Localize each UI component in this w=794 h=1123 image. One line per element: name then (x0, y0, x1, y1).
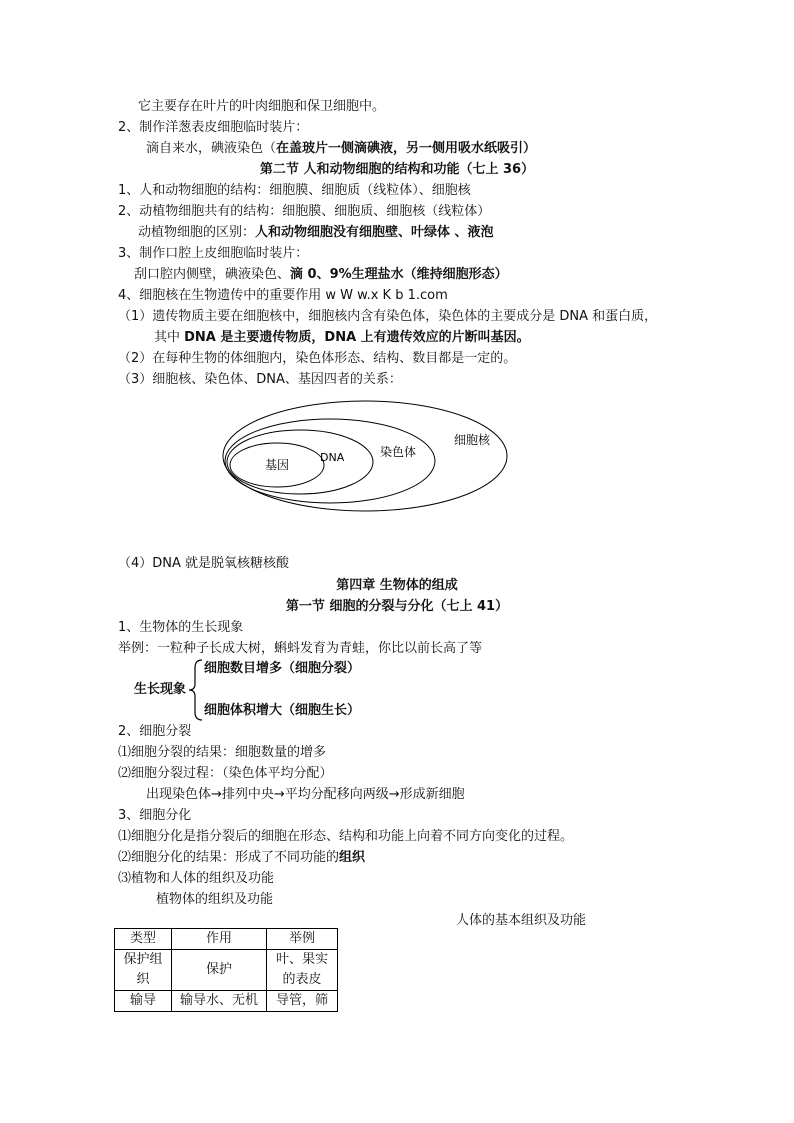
text-line: 2、动植物细胞共有的结构：细胞膜、细胞质、细胞核（线粒体） (118, 204, 491, 219)
text-line: （3）细胞核、染色体、DNA、基因四者的关系： (118, 372, 402, 387)
text-line (118, 849, 365, 867)
text-line: 人体的基本组织及功能 (456, 913, 587, 928)
chapter-heading: 第四章 生物体的组成 (336, 578, 458, 593)
growth-item: 细胞体积增大（细胞生长） (204, 703, 361, 718)
text-line: 出现染色体→排列中央→平均分配移向两级→形成新细胞 (146, 787, 465, 802)
text-fragment: 滴自来水，碘液染色（ (146, 141, 277, 156)
text-fragment: 刮口腔内侧壁，碘液染色、 (134, 267, 291, 282)
plant-tissue-table (114, 928, 338, 1012)
text-line: 3、细胞分化 (118, 808, 192, 823)
text-line: 2、细胞分裂 (118, 724, 192, 739)
bold-text: 人和动物细胞没有细胞壁、叶绿体 、液泡 (255, 225, 494, 240)
table-row (115, 950, 338, 991)
text-line (146, 140, 536, 158)
text-line: 举例：一粒种子长成大树，蝌蚪发育为青蛙，你比以前长高了等 (118, 641, 483, 656)
text-line (138, 224, 494, 242)
text-line: （2）在每种生物的体细胞内，染色体形态、结构、数目都是一定的。 (118, 351, 517, 366)
text-line: （4）DNA 就是脱氧核糖核酸 (118, 556, 290, 571)
label-chromosome: 染色体 (380, 445, 417, 459)
table-header-row (115, 929, 338, 950)
label-dna: DNA (320, 451, 345, 464)
text-line: 它主要存在叶片的叶肉细胞和保卫细胞中。 (138, 99, 386, 114)
section-heading: 第一节 细胞的分裂与分化（七上 41） (285, 599, 509, 614)
table-header-cell: 类型 (115, 929, 172, 950)
text-fragment: ⑵细胞分化的结果：形成了不同功能的 (118, 850, 340, 865)
text-line: （1）遗传物质主要在细胞核中，细胞核内含有染色体，染色体的主要成分是 DNA 和蛋白质， (118, 309, 658, 324)
bold-text: 组织 (339, 850, 366, 865)
bold-text: 滴 0、9%生理盐水（维持细胞形态） (290, 267, 508, 282)
text-line: 植物体的组织及功能 (156, 892, 274, 907)
growth-label: 生长现象 (134, 682, 187, 697)
table-cell: 保护 (172, 950, 267, 991)
text-line: ⑶植物和人体的组织及功能 (118, 871, 275, 886)
text-line: ⑵细胞分裂过程：（染色体平均分配） (118, 766, 333, 781)
nested-relationship-diagram (220, 398, 530, 518)
table-header-cell: 举例 (267, 929, 338, 950)
label-gene: 基因 (265, 458, 290, 472)
text-line: 3、制作口腔上皮细胞临时装片： (118, 246, 309, 261)
table-cell: 保护组织 (115, 950, 172, 991)
table-cell: 输导水、无机 (172, 991, 267, 1012)
text-line: ⑴细胞分化是指分裂后的细胞在形态、结构和功能上向着不同方向变化的过程。 (118, 829, 574, 844)
table-cell: 叶、果实的表皮 (267, 950, 338, 991)
text-line: 4、细胞核在生物遗传中的重要作用 w W w.x K b 1.com (118, 288, 448, 303)
text-fragment: 动植物细胞的区别： (138, 225, 256, 240)
text-line: 1、生物体的生长现象 (118, 620, 244, 635)
section-heading: 第二节 人和动物细胞的结构和功能（七上 36） (259, 162, 535, 177)
table-cell: 输导 (115, 991, 172, 1012)
text-line: 2、制作洋葱表皮细胞临时装片： (118, 120, 309, 135)
text-fragment: 其中 (154, 330, 185, 345)
bold-text: DNA 是主要遗传物质，DNA 上有遗传效应的片断叫基因。 (184, 330, 530, 345)
text-line: ⑴细胞分裂的结果：细胞数量的增多 (118, 745, 327, 760)
brace-icon (188, 658, 204, 722)
table-row (115, 991, 338, 1012)
bold-text: 在盖玻片一侧滴碘液，另一侧用吸水纸吸引） (276, 141, 537, 156)
table-header-cell: 作用 (172, 929, 267, 950)
text-line: 1、人和动物细胞的结构：细胞膜、细胞质（线粒体）、细胞核 (118, 183, 471, 198)
table-cell: 导管，筛 (267, 991, 338, 1012)
label-nucleus: 细胞核 (454, 433, 491, 447)
text-line (154, 329, 530, 347)
growth-item: 细胞数目增多（细胞分裂） (204, 661, 361, 676)
text-line (134, 266, 508, 284)
